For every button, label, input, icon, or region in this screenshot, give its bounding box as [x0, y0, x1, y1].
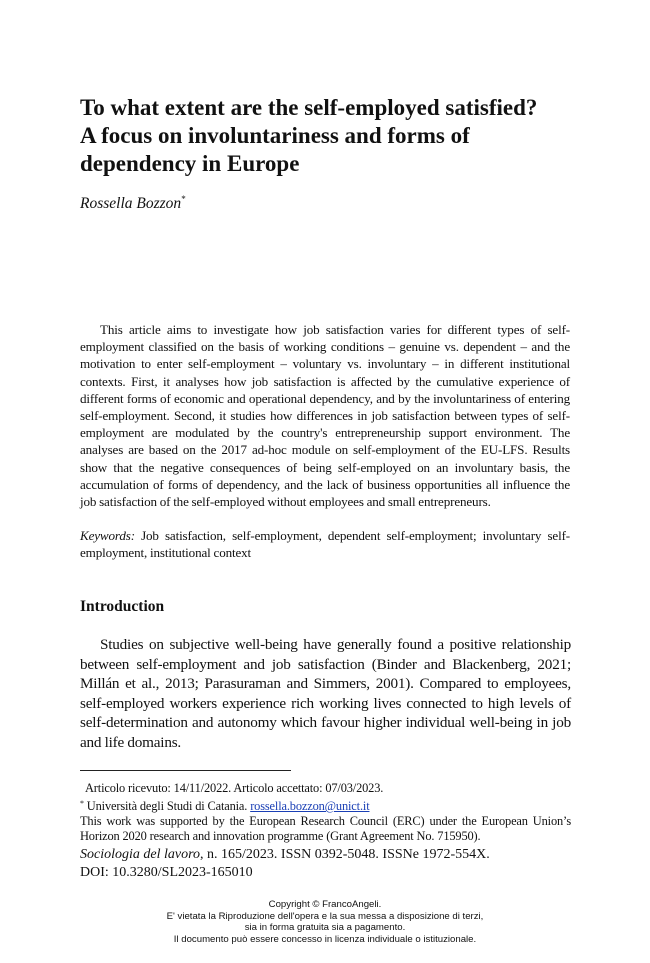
keywords [80, 527, 570, 561]
footnote-divider [80, 770, 291, 771]
section-heading-introduction: Introduction [80, 598, 165, 615]
copyright-line: E' vietata la Riproduzione dell'opera e la sua messa a disposizione di terzi, [166, 910, 484, 922]
introduction-paragraph: Studies on subjective well-being have generally found a positive relationship between self-employment and job satisfaction (Binder and Blackenberg, 2021; Millán et al., 2013; Parasuraman and Simmers, 2001). Compared to employees, self-employed workers experience rich working lives connected to high levels of self-determination and autonomy which favour higher individual well-being in job and life domains. [80, 636, 571, 751]
copyright-notice [0, 899, 650, 945]
author-name: Rossella Bozzon [80, 195, 182, 212]
title-line: A focus on involuntariness and forms of [80, 123, 470, 148]
copyright-line: Il documento può essere concesso in licenza individuale o istituzionale. [173, 933, 477, 945]
footnotes [80, 781, 571, 844]
journal-doi: DOI: 10.3280/SL2023-165010 [80, 864, 253, 880]
abstract: This article aims to investigate how job satisfaction varies for different types of self-employment classified on the basis of working conditions – genuine vs. dependent – and the motivation to enter self-employment – voluntary vs. involuntary – in different institutional contexts. First, it analyses how job satisfaction is affected by the cumulative experience of different forms of economic and operational dependency, and by the involuntariness of entering self-employment. Second, it studies how differences in job satisfaction between types of self-employment are modulated by the country's entrepreneurship support environment. The analyses are based on the 2017 ad-hoc module on self-employment of the EU-LFS. Results show that the negative consequences of being self-employed on an involuntary basis, the accumulation of forms of dependency, and the lack of business opportunities all influence the job satisfaction of the self-employed without employees and small entrepreneurs. [80, 322, 570, 510]
paper-title [80, 94, 600, 178]
author-line [80, 194, 186, 213]
journal-details: , n. 165/2023. ISSN 0392-5048. ISSNe 1972-554X. [200, 847, 490, 862]
affiliation-text: Università degli Studi di Catania. [83, 799, 251, 813]
affiliation-mark: * [80, 799, 84, 808]
keywords-text: Job satisfaction, self-employment, dependent self-employment; involuntary self-employment, institutional context [80, 528, 570, 561]
journal-info [80, 846, 571, 881]
author-email-link[interactable]: rossella.bozzon@unict.it [250, 799, 370, 813]
keywords-label: Keywords: [80, 528, 135, 543]
footnote-affiliation [80, 796, 571, 814]
footnote-dates: Articolo ricevuto: 14/11/2022. Articolo accettato: 07/03/2023. [85, 781, 384, 795]
copyright-line: Copyright © FrancoAngeli. [268, 899, 382, 910]
journal-name: Sociologia del lavoro [80, 847, 201, 862]
title-line: dependency in Europe [80, 151, 300, 176]
title-line: To what extent are the self-employed satisfied? [80, 95, 538, 120]
footnote-funding: This work was supported by the European Research Council (ERC) under the European Union’s Horizon 2020 research and innovation programme (Grant Agreement No. 715950). [80, 814, 571, 843]
journal-citation [80, 846, 571, 864]
copyright-line: sia in forma gratuita sia a pagamento. [244, 922, 406, 934]
author-footnote-mark: * [181, 194, 186, 204]
